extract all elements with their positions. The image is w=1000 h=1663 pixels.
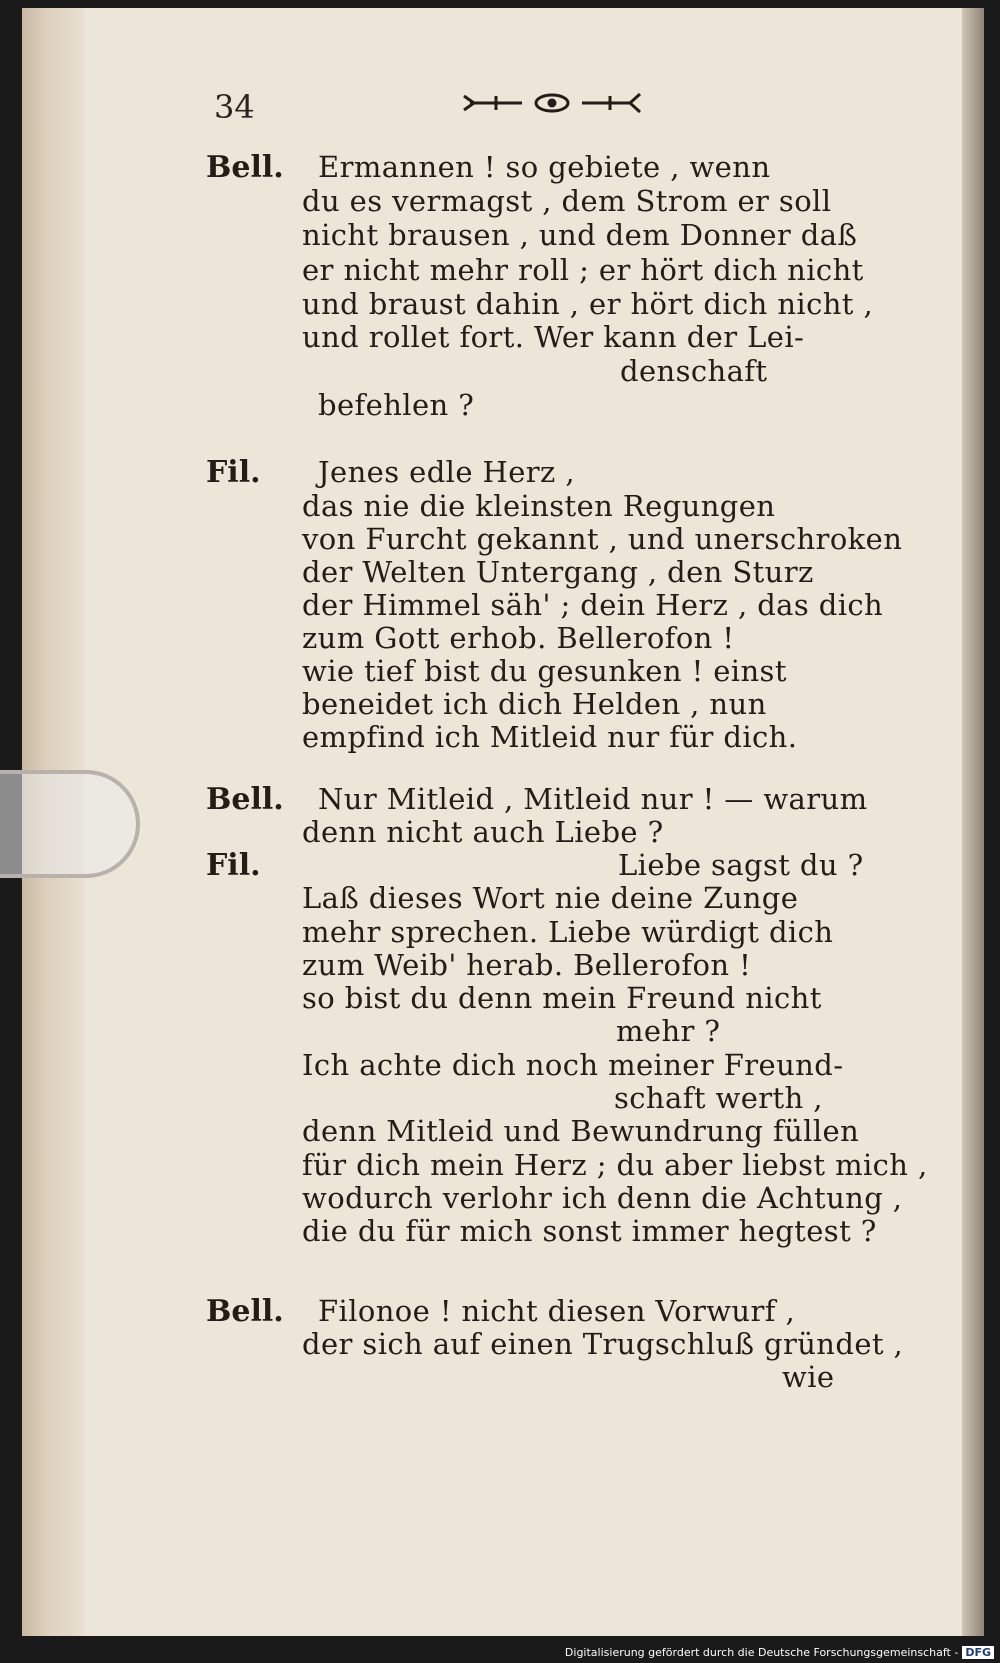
text-line: und braust dahin , er hört dich nicht ,	[302, 287, 874, 321]
text-line: zum Weib' herab. Bellerofon !	[302, 948, 752, 982]
text-line: befehlen ?	[318, 388, 475, 422]
text-line: Ermannen ! so gebiete , wenn	[318, 150, 771, 184]
text-line: Laß dieses Wort nie deine Zunge	[302, 881, 799, 915]
ornament-icon	[460, 88, 645, 118]
text-line: Liebe sagst du ?	[618, 848, 864, 882]
text-line: der Welten Untergang , den Sturz	[302, 555, 814, 589]
text-line: die du für mich sonst immer hegtest ?	[302, 1214, 877, 1248]
speaker-label: Bell.	[206, 150, 284, 185]
text-line: Filonoe ! nicht diesen Vorwurf ,	[318, 1294, 796, 1328]
text-line: denschaft	[620, 354, 768, 388]
text-line: Nur Mitleid , Mitleid nur ! — warum	[318, 782, 868, 816]
text-line: so bist du denn mein Freund nicht	[302, 981, 822, 1015]
speaker-label: Bell.	[206, 782, 284, 817]
text-line: Ich achte dich noch meiner Freund-	[302, 1048, 844, 1082]
speaker-label: Fil.	[206, 455, 261, 490]
text-line: der Himmel säh' ; dein Herz , das dich	[302, 588, 884, 622]
text-line: zum Gott erhob. Bellerofon !	[302, 621, 735, 655]
text-line: wie	[782, 1360, 835, 1394]
text-line: das nie die kleinsten Regungen	[302, 489, 776, 523]
page-right-edge	[962, 8, 984, 1636]
text-line: beneidet ich dich Helden , nun	[302, 687, 767, 721]
speaker-label: Bell.	[206, 1294, 284, 1329]
text-line: du es vermagst , dem Strom er soll	[302, 184, 832, 218]
dfg-logo-icon: DFG	[962, 1646, 994, 1659]
text-line: empfind ich Mitleid nur für dich.	[302, 720, 798, 754]
text-line: und rollet fort. Wer kann der Lei-	[302, 320, 805, 354]
text-line: für dich mein Herz ; du aber liebst mich ,	[302, 1148, 928, 1182]
text-line: von Furcht gekannt , und unerschroken	[302, 522, 903, 556]
text-line: wie tief bist du gesunken ! einst	[302, 654, 787, 688]
text-line: er nicht mehr roll ; er hört dich nicht	[302, 253, 864, 287]
speaker-label: Fil.	[206, 848, 261, 883]
text-line: Jenes edle Herz ,	[318, 455, 575, 489]
text-line: der sich auf einen Trugschluß gründet ,	[302, 1327, 904, 1361]
text-line: wodurch verlohr ich denn die Achtung ,	[302, 1181, 903, 1215]
footer-credit	[565, 1646, 994, 1659]
text-line: mehr sprechen. Liebe würdigt dich	[302, 915, 834, 949]
page-number: 34	[214, 88, 255, 126]
text-line: mehr ?	[616, 1014, 721, 1048]
text-line: nicht brausen , und dem Donner daß	[302, 218, 858, 252]
text-line: denn Mitleid und Bewundrung füllen	[302, 1114, 860, 1148]
text-line: schaft werth ,	[614, 1081, 823, 1115]
text-line: denn nicht auch Liebe ?	[302, 815, 664, 849]
footer-text: Digitalisierung gefördert durch die Deutsche Forschungsgemeinschaft -	[564, 1646, 959, 1659]
page-clip	[0, 770, 140, 878]
